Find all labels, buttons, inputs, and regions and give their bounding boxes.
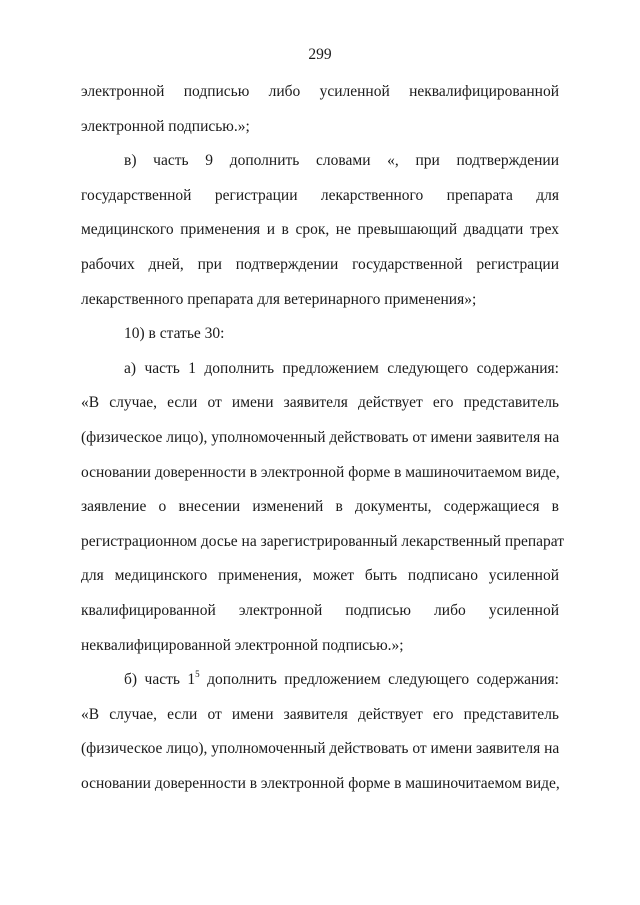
text-line: для медицинского применения, может быть подписано усиленной — [81, 567, 559, 585]
text-line: электронной подписью.»; — [81, 117, 250, 135]
text-line: в) часть 9 дополнить словами «, при подтверждении — [124, 152, 559, 170]
document-body — [81, 80, 565, 806]
superscript: 5 — [195, 669, 200, 680]
text-line: квалифицированной электронной подписью либо усиленной — [81, 601, 559, 619]
text-line: медицинского применения и в срок, не превышающий двадцати трех — [81, 221, 559, 239]
text-line: (физическое лицо), уполномоченный действовать от имени заявителя на — [81, 740, 560, 758]
text-line: а) часть 1 дополнить предложением следующего содержания: — [124, 359, 559, 377]
text-line: (физическое лицо), уполномоченный действовать от имени заявителя на — [81, 428, 560, 446]
text-line: неквалифицированной электронной подписью.»; — [81, 636, 404, 654]
text-line: рабочих дней, при подтверждении государственной регистрации — [81, 255, 559, 273]
line-b-rest: дополнить предложением следующего содержания: — [199, 671, 559, 689]
page-number: 299 — [308, 46, 332, 63]
text-line: лекарственного препарата для ветеринарного применения»; — [81, 290, 477, 308]
text-line: государственной регистрации лекарственного препарата для — [81, 186, 559, 204]
line-b-start: б) часть 1 — [124, 671, 196, 689]
text-line: заявление о внесении изменений в документы, содержащиеся в — [81, 498, 559, 516]
text-line: основании доверенности в электронной форме в машиночитаемом виде, — [81, 774, 560, 792]
text-line-with-superscript — [81, 668, 559, 703]
text-line: регистрационном досье на зарегистрированный лекарственный препарат — [81, 532, 565, 550]
text-line: 10) в статье 30: — [124, 325, 225, 343]
text-line: основании доверенности в электронной форме в машиночитаемом виде, — [81, 463, 560, 481]
text-line: электронной подписью либо усиленной неквалифицированной — [81, 83, 559, 100]
text-line: «В случае, если от имени заявителя действует его представитель — [81, 394, 559, 412]
text-line: «В случае, если от имени заявителя действует его представитель — [81, 705, 559, 723]
